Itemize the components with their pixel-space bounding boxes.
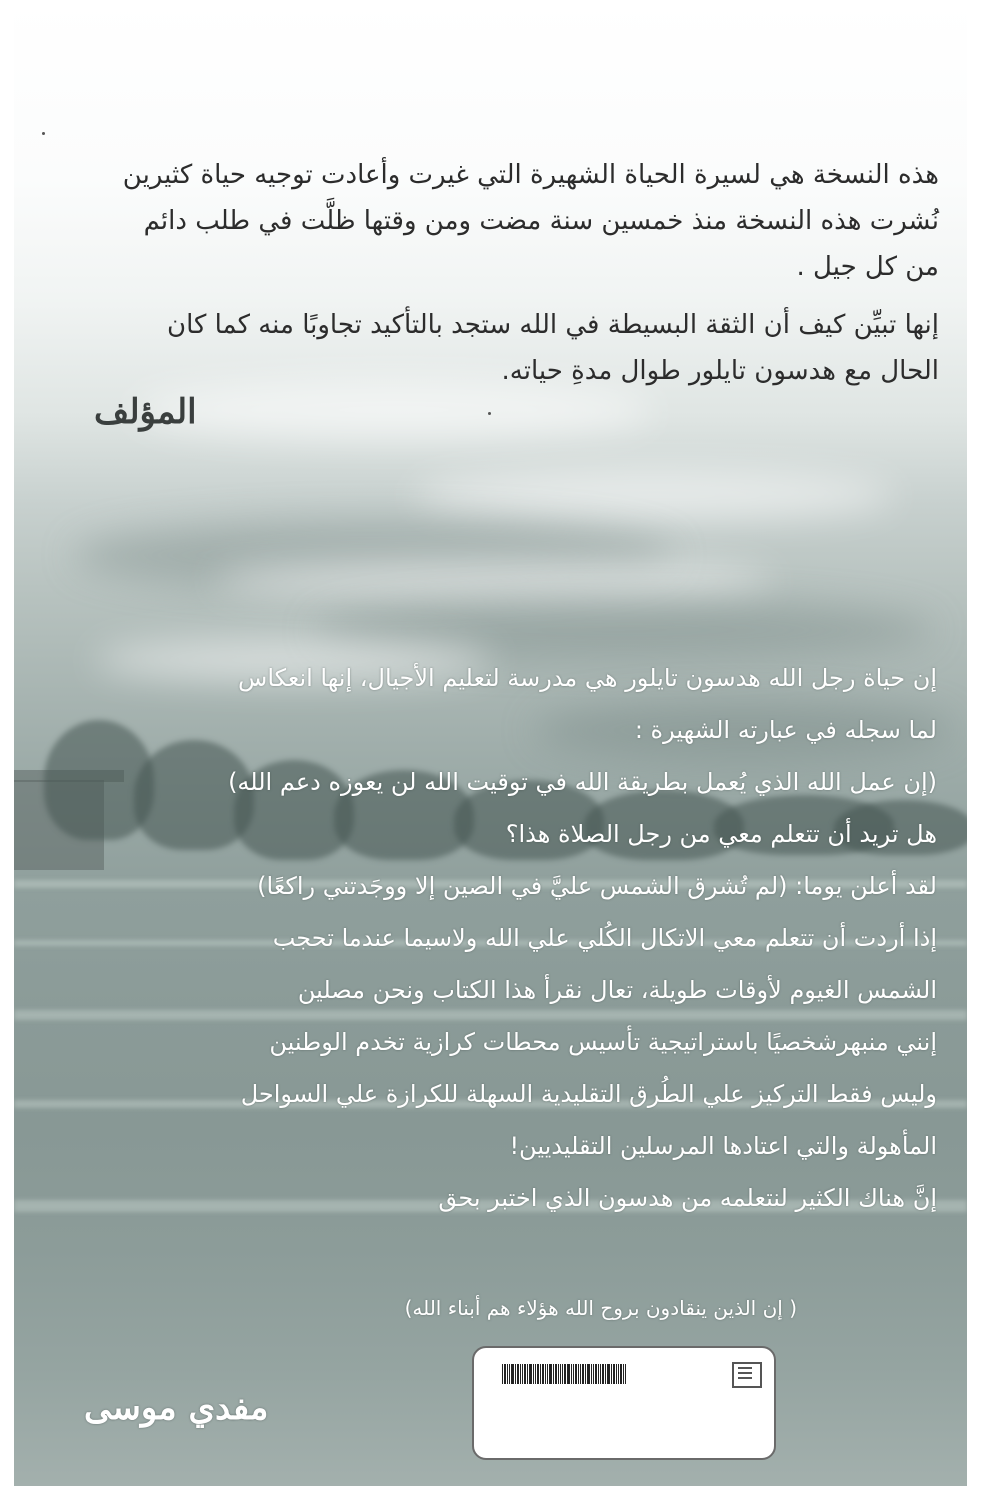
barcode-bar: [560, 1364, 561, 1384]
barcode-bar: [620, 1364, 622, 1384]
barcode-bar: [515, 1364, 516, 1384]
bottom-description: [37, 652, 937, 1224]
barcode-bar: [618, 1364, 619, 1384]
author-signature: المؤلف: [94, 392, 197, 432]
closing-verse: ( إن الذين ينقادون بروح الله هؤلاء هم أبناء الله): [404, 1296, 797, 1320]
barcode-bar: [587, 1364, 590, 1384]
barcode-bar: [593, 1364, 594, 1384]
barcode-bar: [511, 1364, 514, 1384]
barcode-bar: [553, 1364, 554, 1384]
text-line: نُشرت هذه النسخة منذ خمسين سنة مضت ومن وقتها ظلَّت في طلب دائم: [143, 206, 939, 236]
text-line: (إن عمل الله الذي يُعمل بطريقة الله في توقيت الله لن يعوزه دعم الله): [228, 768, 937, 796]
barcode-bar: [616, 1364, 617, 1384]
publisher-logo-icon: [474, 1368, 496, 1428]
barcode-bar: [564, 1364, 566, 1384]
barcode-bar: [595, 1364, 597, 1384]
text-line: إنني منبهرشخصيًا باستراتيجية تأسيس محطات كرازية تخدم الوطنين: [269, 1028, 937, 1056]
barcode-bar: [529, 1364, 532, 1384]
text-line: إن حياة رجل الله هدسون تايلور هي مدرسة لتعليم الأجيال، إنها انعكاس: [238, 664, 937, 692]
text-line: الحال مع هدسون تايلور طوال مدةِ حياته.: [501, 356, 939, 386]
barcode-bar: [611, 1364, 612, 1384]
intro-paragraph: [39, 152, 939, 290]
text-line: إنَّ هناك الكثير لنتعلمه من هدسون الذي اختبر بحق: [438, 1184, 937, 1212]
barcode-bar: [504, 1364, 506, 1384]
barcode-bar: [607, 1364, 610, 1384]
text-line: المأهولة والتي اعتادها المرسلين التقليديين!: [509, 1132, 937, 1160]
text-line: من كل جيل .: [796, 252, 939, 282]
barcode-bar: [527, 1364, 528, 1384]
barcode-bar: [537, 1364, 539, 1384]
barcode-bar: [591, 1364, 592, 1384]
text-line: لقد أعلن يوما: (لم تُشرق الشمس عليَّ في الصين إلا ووجَدتني راكعًا): [257, 872, 937, 900]
barcode-bar: [547, 1364, 548, 1384]
author-name: مفدي موسى: [84, 1388, 269, 1428]
barcode-bar: [575, 1364, 577, 1384]
barcode-sticker: [472, 1346, 776, 1460]
barcode-bar: [623, 1364, 624, 1384]
text-line: إذا أردت أن تتعلم معي الاتكال الكُلي علي الله ولاسيما عندما تحجب: [272, 924, 937, 952]
top-description: [39, 152, 939, 394]
barcode-bar: [535, 1364, 536, 1384]
speck: [42, 132, 45, 135]
text-line: وليس فقط التركيز علي الطُرق التقليدية السهلة للكرازة علي السواحل: [240, 1080, 937, 1108]
text-line: لما سجله في عبارته الشهيرة :: [634, 716, 937, 744]
barcode-bar: [573, 1364, 574, 1384]
cloud-wisp: [214, 560, 774, 600]
barcode-bar: [600, 1364, 601, 1384]
barcode-bar: [524, 1364, 526, 1384]
barcode-bar: [613, 1364, 615, 1384]
barcode-bar: [555, 1364, 557, 1384]
barcode-bar: [578, 1364, 579, 1384]
barcode-bar: [605, 1364, 606, 1384]
cover-background: [14, 0, 967, 1486]
barcode-bar: [567, 1364, 570, 1384]
barcode-bar: [582, 1364, 584, 1384]
barcode-bar: [602, 1364, 604, 1384]
barcode-bar: [533, 1364, 534, 1384]
text-line: الشمس الغيوم لأوقات طويلة، تعال نقرأ هذا الكتاب ونحن مصلين: [297, 976, 937, 1004]
barcode-bar: [558, 1364, 559, 1384]
text-line: هل تريد أن تتعلم معي من رجل الصلاة هذا؟: [505, 820, 937, 848]
barcode-bar: [520, 1364, 521, 1384]
barcode-bar: [580, 1364, 581, 1384]
barcode-bar: [598, 1364, 599, 1384]
barcode-bar: [571, 1364, 572, 1384]
barcode-bar: [562, 1364, 563, 1384]
speck: [488, 412, 491, 415]
barcode-bar: [549, 1364, 552, 1384]
barcode-bar: [545, 1364, 546, 1384]
barcode-icon: [502, 1364, 716, 1384]
text-line: هذه النسخة هي لسيرة الحياة الشهيرة التي غيرت وأعادت توجيه حياة كثيرين: [122, 160, 939, 190]
barcode-bar: [509, 1364, 510, 1384]
barcode-bar: [542, 1364, 544, 1384]
barcode-bar: [507, 1364, 508, 1384]
barcode-bar: [540, 1364, 541, 1384]
trust-paragraph: [39, 302, 939, 394]
text-line: إنها تبيِّن كيف أن الثقة البسيطة في الله ستجد بالتأكيد تجاوبًا منه كما كان: [166, 310, 939, 340]
publisher-mark-icon: [732, 1362, 762, 1388]
barcode-bar: [502, 1364, 503, 1384]
barcode-bar: [517, 1364, 519, 1384]
barcode-bar: [585, 1364, 586, 1384]
cloud-wisp: [414, 470, 894, 520]
barcode-bar: [625, 1364, 626, 1384]
barcode-bar: [522, 1364, 523, 1384]
